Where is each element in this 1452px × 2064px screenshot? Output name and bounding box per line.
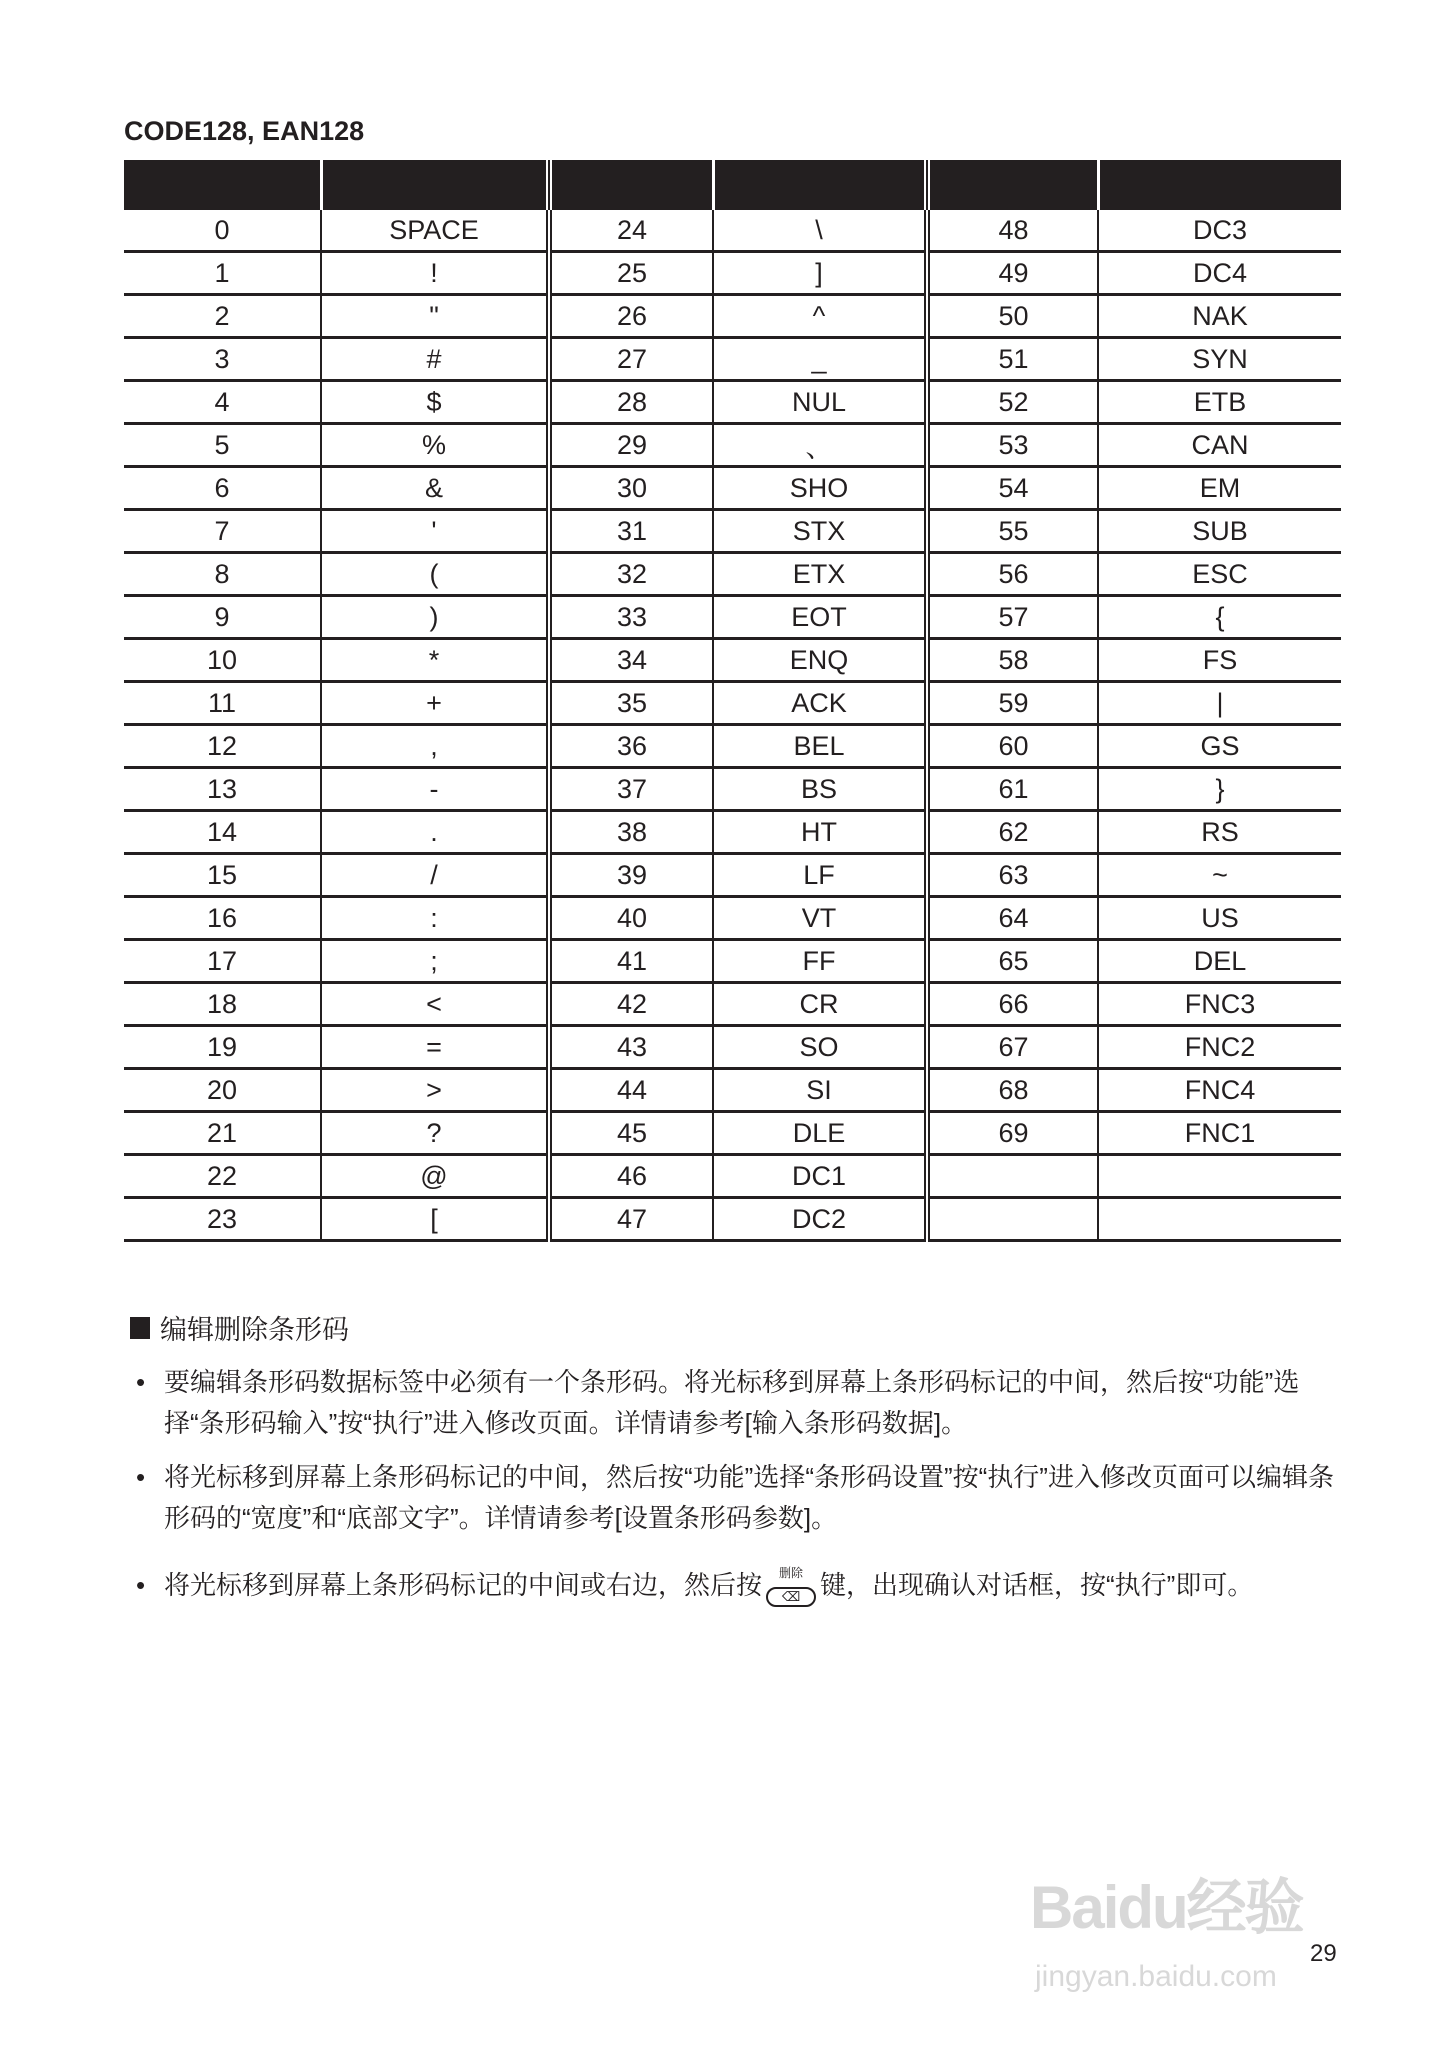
character-cell: FNC1 [1098, 1112, 1341, 1155]
character-cell: ETX [713, 553, 927, 596]
character-cell: DC3 [1098, 210, 1341, 252]
table-header-row [124, 160, 1341, 210]
character-cell: FNC4 [1098, 1069, 1341, 1112]
character-cell: FNC3 [1098, 983, 1341, 1026]
table-row [124, 553, 1341, 596]
code-value-cell: 29 [549, 424, 713, 467]
code-value-cell: 13 [124, 768, 321, 811]
header-cell [713, 160, 927, 210]
character-cell: CAN [1098, 424, 1341, 467]
code-value-cell: 6 [124, 467, 321, 510]
character-cell: ENQ [713, 639, 927, 682]
code-value-cell: 39 [549, 854, 713, 897]
table-row [124, 338, 1341, 381]
code-value-cell: 5 [124, 424, 321, 467]
code-value-cell: 28 [549, 381, 713, 424]
code-value-cell: 68 [927, 1069, 1098, 1112]
character-cell: DLE [713, 1112, 927, 1155]
character-cell: 、 [713, 424, 927, 467]
code-value-cell: 20 [124, 1069, 321, 1112]
character-cell: / [321, 854, 549, 897]
code-value-cell: 14 [124, 811, 321, 854]
character-cell: { [1098, 596, 1341, 639]
character-cell: # [321, 338, 549, 381]
code-value-cell [927, 1155, 1098, 1198]
code-value-cell: 26 [549, 295, 713, 338]
code-value-cell: 4 [124, 381, 321, 424]
code-value-cell: 61 [927, 768, 1098, 811]
delete-key-label: 删除 [779, 1566, 804, 1581]
table-title: CODE128, EAN128 [124, 116, 365, 146]
character-cell: CR [713, 983, 927, 1026]
character-cell: SYN [1098, 338, 1341, 381]
code128-table [124, 160, 1341, 1242]
code-value-cell: 63 [927, 854, 1098, 897]
table-row [124, 639, 1341, 682]
character-cell: $ [321, 381, 549, 424]
bullet-dot-icon: • [136, 1367, 146, 1397]
character-cell: ^ [713, 295, 927, 338]
bullet-dot-icon: • [136, 1570, 146, 1600]
code-value-cell: 45 [549, 1112, 713, 1155]
code-value-cell: 40 [549, 897, 713, 940]
bullet-text [164, 1558, 1336, 1612]
table-row [124, 1069, 1341, 1112]
character-cell: GS [1098, 725, 1341, 768]
watermark-url: jingyan.baidu.com [1035, 1960, 1277, 1993]
character-cell: % [321, 424, 549, 467]
character-cell: ~ [1098, 854, 1341, 897]
character-cell: ( [321, 553, 549, 596]
code-value-cell: 8 [124, 553, 321, 596]
code-value-cell: 44 [549, 1069, 713, 1112]
code-value-cell: 50 [927, 295, 1098, 338]
table-row [124, 295, 1341, 338]
code-value-cell: 42 [549, 983, 713, 1026]
table-row [124, 897, 1341, 940]
code-value-cell: 0 [124, 210, 321, 252]
code-value-cell: 36 [549, 725, 713, 768]
character-cell: SHO [713, 467, 927, 510]
character-cell: US [1098, 897, 1341, 940]
table-row [124, 467, 1341, 510]
table-row [124, 1112, 1341, 1155]
character-cell: = [321, 1026, 549, 1069]
code-value-cell: 47 [549, 1198, 713, 1241]
code-value-cell: 31 [549, 510, 713, 553]
code-value-cell: 32 [549, 553, 713, 596]
character-cell: LF [713, 854, 927, 897]
code-value-cell: 62 [927, 811, 1098, 854]
character-cell: DC2 [713, 1198, 927, 1241]
character-cell: ; [321, 940, 549, 983]
code-value-cell: 49 [927, 252, 1098, 295]
table-row [124, 424, 1341, 467]
code-value-cell: 64 [927, 897, 1098, 940]
character-cell: : [321, 897, 549, 940]
table-row [124, 1026, 1341, 1069]
section-heading-text: 编辑删除条形码 [160, 1315, 349, 1345]
character-cell: < [321, 983, 549, 1026]
table-row [124, 811, 1341, 854]
code-value-cell: 60 [927, 725, 1098, 768]
code-value-cell: 57 [927, 596, 1098, 639]
character-cell: * [321, 639, 549, 682]
bullet-text: 将光标移到屏幕上条形码标记的中间，然后按“功能”选择“条形码设置”按“执行”进入修改页面可以编辑条形码的“宽度”和“底部文字”。详情请参考[设置条形码参数]。 [164, 1462, 1334, 1533]
character-cell: FF [713, 940, 927, 983]
code-value-cell: 59 [927, 682, 1098, 725]
character-cell: ] [713, 252, 927, 295]
code-value-cell: 11 [124, 682, 321, 725]
table-row [124, 510, 1341, 553]
character-cell [1098, 1198, 1341, 1241]
character-cell: | [1098, 682, 1341, 725]
code-value-cell: 67 [927, 1026, 1098, 1069]
table-row [124, 210, 1341, 252]
character-cell: - [321, 768, 549, 811]
character-cell: [ [321, 1198, 549, 1241]
code-value-cell: 23 [124, 1198, 321, 1241]
character-cell: . [321, 811, 549, 854]
code-value-cell: 21 [124, 1112, 321, 1155]
character-cell: _ [713, 338, 927, 381]
character-cell: HT [713, 811, 927, 854]
code-value-cell: 16 [124, 897, 321, 940]
header-cell [549, 160, 713, 210]
code-value-cell: 69 [927, 1112, 1098, 1155]
table-row [124, 1198, 1341, 1241]
square-bullet-icon [130, 1317, 150, 1339]
table-row [124, 596, 1341, 639]
code-value-cell: 58 [927, 639, 1098, 682]
header-cell [1098, 160, 1341, 210]
character-cell: EM [1098, 467, 1341, 510]
character-cell: BS [713, 768, 927, 811]
character-cell: SUB [1098, 510, 1341, 553]
table-row [124, 768, 1341, 811]
code-value-cell: 56 [927, 553, 1098, 596]
code-value-cell: 54 [927, 467, 1098, 510]
bullet-item [136, 1362, 1336, 1444]
page-number: 29 [1310, 1940, 1337, 1967]
character-cell: BEL [713, 725, 927, 768]
character-cell: VT [713, 897, 927, 940]
table-row [124, 252, 1341, 295]
header-cell [124, 160, 321, 210]
code-value-cell: 41 [549, 940, 713, 983]
code-value-cell: 15 [124, 854, 321, 897]
table-row [124, 725, 1341, 768]
code-value-cell: 51 [927, 338, 1098, 381]
code-value-cell: 1 [124, 252, 321, 295]
code-value-cell [927, 1198, 1098, 1241]
code-value-cell: 33 [549, 596, 713, 639]
character-cell: & [321, 467, 549, 510]
code-value-cell: 19 [124, 1026, 321, 1069]
code-value-cell: 18 [124, 983, 321, 1026]
character-cell: NUL [713, 381, 927, 424]
character-cell: FS [1098, 639, 1341, 682]
table-row [124, 854, 1341, 897]
bullet-text-after: 键，出现确认对话框，按“执行”即可。 [820, 1570, 1254, 1600]
code-value-cell: 65 [927, 940, 1098, 983]
table-row [124, 381, 1341, 424]
character-cell: ESC [1098, 553, 1341, 596]
section-heading [130, 1308, 349, 1347]
character-cell: DC1 [713, 1155, 927, 1198]
character-cell: " [321, 295, 549, 338]
code-value-cell: 52 [927, 381, 1098, 424]
code-value-cell: 53 [927, 424, 1098, 467]
character-cell: \ [713, 210, 927, 252]
code-value-cell: 10 [124, 639, 321, 682]
character-cell: STX [713, 510, 927, 553]
character-cell: SO [713, 1026, 927, 1069]
code-value-cell: 35 [549, 682, 713, 725]
character-cell: > [321, 1069, 549, 1112]
character-cell: + [321, 682, 549, 725]
header-cell [927, 160, 1098, 210]
code-value-cell: 12 [124, 725, 321, 768]
table-row [124, 983, 1341, 1026]
code-value-cell: 3 [124, 338, 321, 381]
bullet-text-before: 将光标移到屏幕上条形码标记的中间或右边，然后按 [164, 1570, 763, 1600]
code-value-cell: 46 [549, 1155, 713, 1198]
code-value-cell: 27 [549, 338, 713, 381]
table-row [124, 682, 1341, 725]
character-cell: SI [713, 1069, 927, 1112]
bullet-item [136, 1558, 1336, 1612]
character-cell: EOT [713, 596, 927, 639]
header-cell [321, 160, 549, 210]
delete-key-symbol: ⌫ [766, 1587, 816, 1607]
bullet-text: 要编辑条形码数据标签中必须有一个条形码。将光标移到屏幕上条形码标记的中间，然后按“功能”选择“条形码输入”按“执行”进入修改页面。详情请参考[输入条形码数据]。 [164, 1367, 1300, 1438]
character-cell: FNC2 [1098, 1026, 1341, 1069]
code-value-cell: 25 [549, 252, 713, 295]
code-value-cell: 24 [549, 210, 713, 252]
code-value-cell: 37 [549, 768, 713, 811]
code-value-cell: 55 [927, 510, 1098, 553]
character-cell: DC4 [1098, 252, 1341, 295]
code-value-cell: 22 [124, 1155, 321, 1198]
character-cell [1098, 1155, 1341, 1198]
code-value-cell: 7 [124, 510, 321, 553]
character-cell: NAK [1098, 295, 1341, 338]
code-value-cell: 9 [124, 596, 321, 639]
code-value-cell: 38 [549, 811, 713, 854]
character-cell: DEL [1098, 940, 1341, 983]
code-value-cell: 17 [124, 940, 321, 983]
character-cell: } [1098, 768, 1341, 811]
watermark-logo: Baidu经验 [1030, 1874, 1303, 1941]
character-cell: @ [321, 1155, 549, 1198]
code-value-cell: 30 [549, 467, 713, 510]
code-value-cell: 34 [549, 639, 713, 682]
code-value-cell: 66 [927, 983, 1098, 1026]
code-value-cell: 48 [927, 210, 1098, 252]
character-cell: ! [321, 252, 549, 295]
delete-key-icon [766, 1567, 816, 1607]
code-value-cell: 2 [124, 295, 321, 338]
bullet-item [136, 1457, 1336, 1539]
table-row [124, 940, 1341, 983]
bullet-dot-icon: • [136, 1462, 146, 1492]
character-cell: , [321, 725, 549, 768]
character-cell: ' [321, 510, 549, 553]
character-cell: RS [1098, 811, 1341, 854]
code-value-cell: 43 [549, 1026, 713, 1069]
character-cell: ACK [713, 682, 927, 725]
character-cell: ETB [1098, 381, 1341, 424]
character-cell: SPACE [321, 210, 549, 252]
table-row [124, 1155, 1341, 1198]
character-cell: ) [321, 596, 549, 639]
character-cell: ? [321, 1112, 549, 1155]
